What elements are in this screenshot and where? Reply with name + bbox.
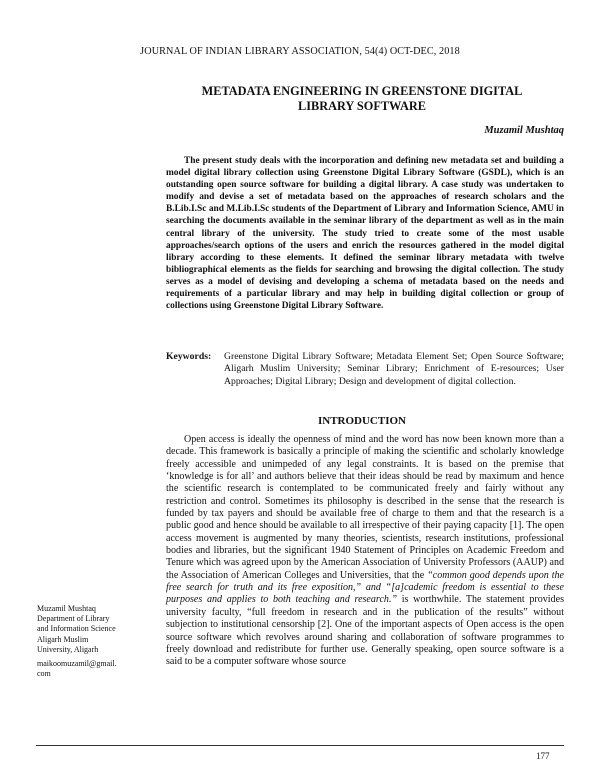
keywords-label: Keywords: <box>166 351 212 362</box>
affiliation-email: maikoomuzamil@gmail. <box>37 659 117 669</box>
body-text-part-2: is worthwhile. The statement provides university faculty, “full freedom in research and in the publication of the results” without subjection to institutional censorship [2]. One of the important aspects of Open access is the open source software which revolves around sharing and collaboration of software programmes to freely download and redistribute for further use. Generally speaking, open source software is a said to be a computer software whose source <box>166 594 564 668</box>
affiliation-dept: Department of Library <box>37 614 110 624</box>
section-heading-introduction: INTRODUCTION <box>317 415 406 427</box>
page-number: 177 <box>536 751 550 761</box>
author-affiliation-note <box>37 604 149 679</box>
body-quote: “common good depends upon the free search for truth and its free exposition,” and “[a]cademic freedom is essential to these purposes and applies to both teaching and research.” <box>166 569 564 606</box>
affiliation-email-cont: com <box>37 669 51 679</box>
footer-rule <box>36 745 564 746</box>
keywords-text: Greenstone Digital Library Software; Metadata Element Set; Open Source Software; Aligarh Muslim University; Seminar Library; Enrichment of E-resources; User Approaches; Digital Library; Design and development of digital collection. <box>224 351 564 387</box>
body-text-part-1: Open access is ideally the openness of mind and the word has now been known more than a decade. This framework is basically a principle of making the scientific and scholarly knowledge freely accessible and unimpeded of any legal constraints. It is based on the premise that ‘knowledge is for all’ and authors believe that their ideas should be read by maximum and hence the scientific research is contemplated to be communicated freely and fairly without any restriction and control. Sometimes its philosophy is described in the sense that the research is funded by tax payers and should be available free of charge to them and that the research is a public good and hence should be available to all irrespective of their paying capacity [1]. The open access movement is augmented by many theories, scientists, research institutions, professional bodies and libraries, but the significant 1940 Statement of Principles on Academic Freedom and Tenure which was agreed upon by the American Association of University Professors (AAUP) and the Association of American Colleges and Universities, that the <box>166 434 564 581</box>
abstract: The present study deals with the incorporation and defining new metadata set and building a model digital library collection using Greenstone Digital Library Software (GSDL), which is an outstanding open source software for building a digital library. A case study was undertaken to modify and devise a set of metadata based on the approaches of research scholars and the B.Lib.I.Sc and M.Lib.I.Sc students of the Department of Library and Information Science, AMU in searching the documents available in the seminar library of the department as well as in the main central library of the university. The study tried to create some of the most usable approaches/search options of the users and enrich the resources gathered in the model digital library according to these elements. It defined the seminar library metadata with twelve bibliographical elements as the fields for searching and browsing the digital collection. The study serves as a model of devising and developing a schema of metadata based on the needs and requirements of a particular library and may help in building digital collection or group of collections using Greenstone Digital Library Software. <box>166 156 564 312</box>
title-line-1: METADATA ENGINEERING IN GREENSTONE DIGITAL <box>201 84 523 98</box>
running-header: JOURNAL OF INDIAN LIBRARY ASSOCIATION, 54(4) OCT-DEC, 2018 <box>140 46 460 57</box>
article-title <box>160 84 564 114</box>
affiliation-dept-cont: and Information Science <box>37 624 116 634</box>
affiliation-name: Muzamil Mushtaq <box>37 604 96 613</box>
affiliation-univ: Aligarh Muslim <box>37 634 89 644</box>
author-name: Muzamil Mushtaq <box>484 125 564 136</box>
introduction-paragraph <box>166 434 564 669</box>
affiliation-univ-cont: University, Aligarh <box>37 644 99 654</box>
title-line-2: LIBRARY SOFTWARE <box>298 99 426 113</box>
